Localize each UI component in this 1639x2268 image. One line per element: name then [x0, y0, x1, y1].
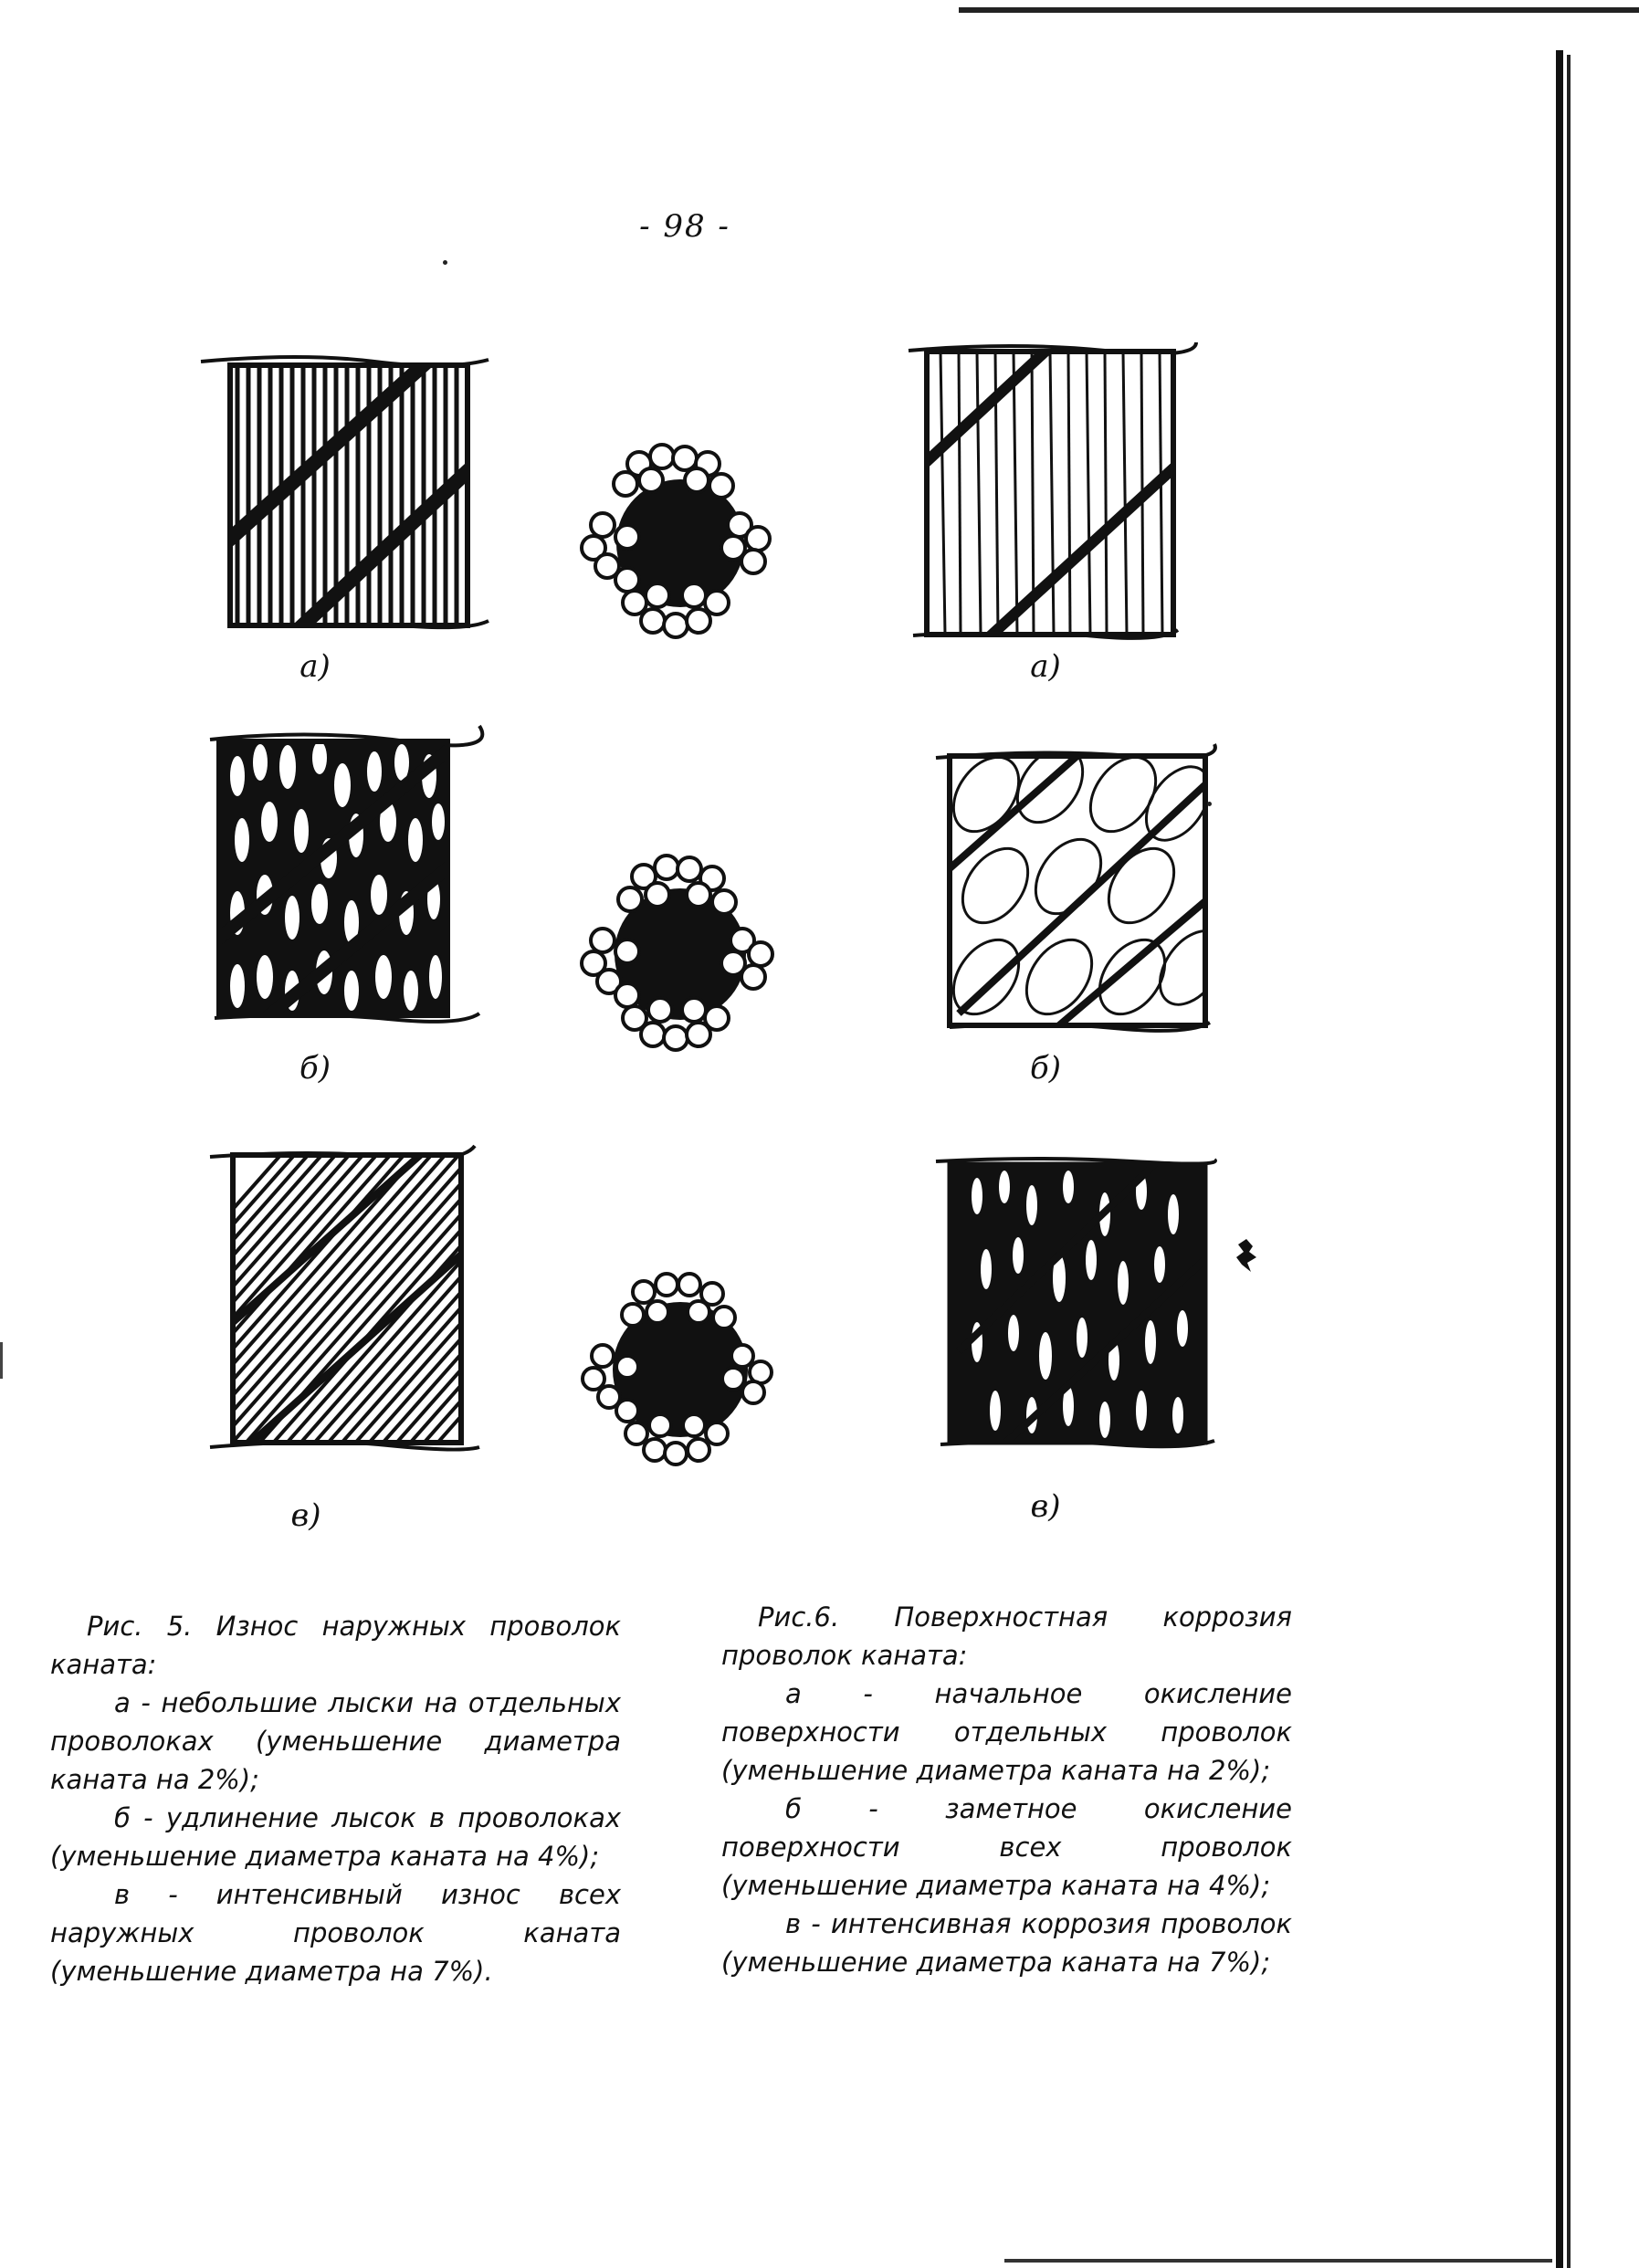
scan-blot [1233, 1237, 1260, 1274]
fig5-caption-item-a: а - небольшие лыски на отдельных проволоках (уменьшение диаметра каната на 2%); [50, 1687, 621, 1795]
fig5-caption-item-c: в - интенсивный износ всех наружных проволок каната (уменьшение диаметра на 7%). [50, 1879, 621, 1987]
fig6-rope-b [931, 740, 1224, 1041]
fig6-caption-item-a: а - начальное окисление поверхности отдельных проволок (уменьшение диаметра каната на 2%); [721, 1678, 1292, 1786]
scan-edge-top [959, 7, 1639, 13]
page-number: - 98 - [639, 208, 730, 245]
fig6-label-c: в) [1030, 1488, 1061, 1525]
fig5-caption [50, 1607, 621, 1990]
fig6-rope-a [904, 338, 1205, 648]
fig5-caption-title: Рис. 5. Износ наружных проволок каната: [50, 1611, 621, 1680]
scan-edge-right [1556, 50, 1563, 2268]
fig6-label-a: а) [1030, 648, 1061, 685]
scan-edge-left [0, 1342, 3, 1379]
fig6-label-b: б) [1029, 1050, 1062, 1087]
fig6-caption-title: Рис.6. Поверхностная коррозия проволок каната: [721, 1601, 1292, 1671]
fig5-label-c: в) [290, 1497, 321, 1534]
scan-speck [1207, 802, 1212, 806]
rope-cross-section-a [571, 438, 790, 648]
rope-cross-section-b [571, 849, 790, 1059]
scan-edge-right-inner [1567, 55, 1571, 2268]
fig6-caption [721, 1598, 1292, 1981]
scan-edge-bottom [1004, 2259, 1552, 2263]
fig5-label-a: а) [299, 648, 331, 685]
scan-speck [443, 260, 447, 265]
fig5-rope-b [205, 721, 498, 1032]
fig6-caption-item-b: б - заметное окисление поверхности всех проволок (уменьшение диаметра каната на 4%); [721, 1793, 1292, 1901]
fig6-caption-item-c: в - интенсивная коррозия проволок (уменьшение диаметра каната на 7%); [721, 1908, 1292, 1978]
rope-cross-section-c [571, 1265, 790, 1475]
fig5-caption-item-b: б - удлинение лысок в проволоках (уменьшение диаметра каната на 4%); [50, 1802, 621, 1872]
fig5-rope-a [192, 347, 493, 639]
fig6-rope-c [931, 1150, 1224, 1461]
fig5-label-b: б) [299, 1050, 331, 1087]
fig5-rope-c [205, 1137, 498, 1461]
